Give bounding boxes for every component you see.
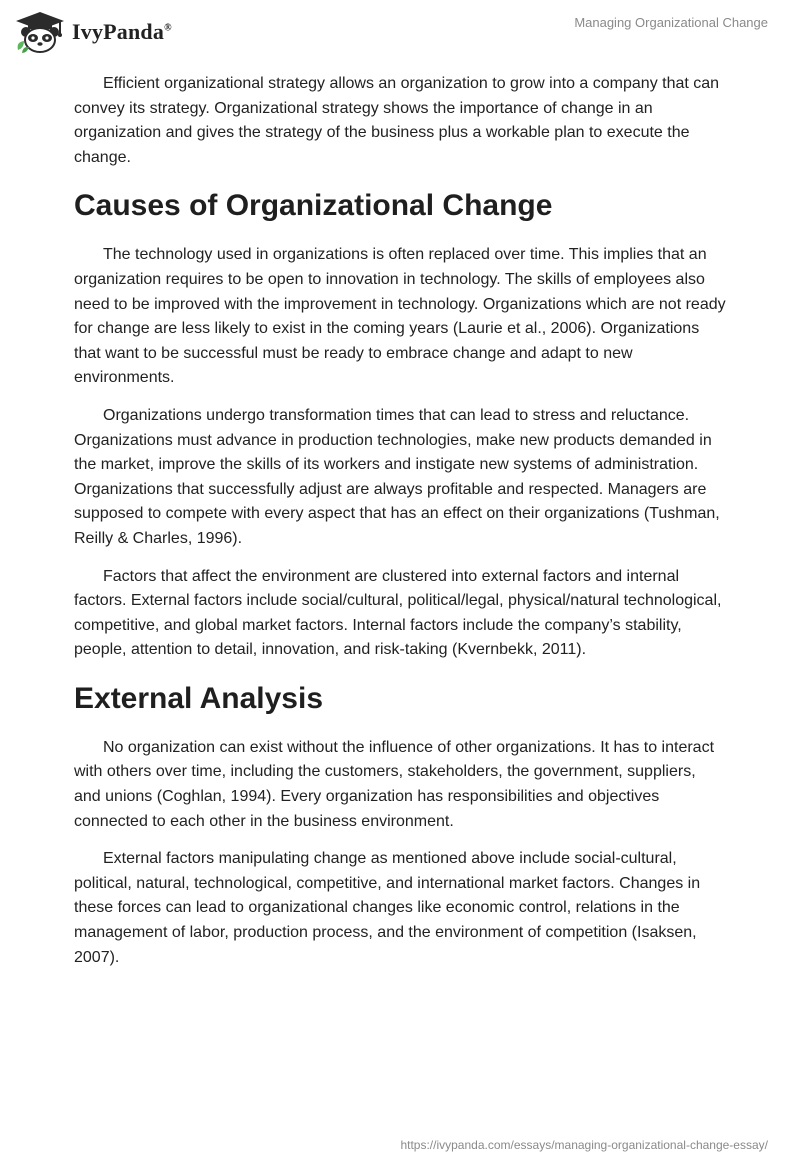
panda-graduate-icon [14, 10, 66, 54]
body-paragraph: No organization can exist without the influence of other organizations. It has to interact with others over time, including the customers, stakeholders, the government, suppliers, and unions (Coghlan, 1994). Every organization has responsibilities and objectives connected to each other in the business environment. [74, 738, 715, 830]
brand-name: IvyPanda® [72, 19, 172, 44]
essay-body [74, 72, 726, 983]
ivypanda-logo[interactable] [14, 10, 172, 54]
document-title: Managing Organizational Change [574, 15, 768, 30]
registered-mark: ® [164, 22, 172, 34]
section-heading-causes: Causes of Organizational Change [74, 189, 553, 223]
intro-paragraph: Efficient organizational strategy allows an organization to grow into a company that can convey its strategy. Organizational strategy shows the importance of change in an organization and gives the strategy of the business plus a workable plan to execute the change. [74, 75, 720, 166]
body-paragraph: External factors manipulating change as mentioned above include social-cultural, political, natural, technological, competitive, and international market factors. Changes in these forces can lead to organizational changes like economic control, relations in the management of labor, production process, and the environment of competition (Isaksen, 2007). [74, 850, 701, 966]
body-paragraph: The technology used in organizations is often replaced over time. This implies that an organization requires to be open to innovation in technology. The skills of employees also need to be improved with the improvement in technology. Organizations which are not ready for change are less likely to exist in the coming years (Laurie et al., 2006). Organizations that want to be successful must be ready to embrace change and adapt to new environments. [74, 246, 726, 387]
body-paragraph: Organizations undergo transformation times that can lead to stress and reluctance. Organizations must advance in production technologies, make new products demanded in the market, improve the skills of its workers and instigate new systems of administration. Organizations that successfully adjust are always profitable and respected. Managers are supposed to compete with every aspect that has an effect on their organizations (Tushman, Reilly & Charles, 1996). [74, 406, 720, 547]
body-paragraph: Factors that affect the environment are clustered into external factors and internal factors. External factors include social/cultural, political/legal, physical/natural technological, competitive, and global market factors. Internal factors include the company’s stability, people, attention to detail, innovation, and risk-taking (Kvernbekk, 2011). [74, 567, 722, 659]
page-header [0, 0, 800, 64]
source-url-link[interactable]: https://ivypanda.com/essays/managing-organizational-change-essay/ [400, 1138, 768, 1152]
section-heading-external-analysis: External Analysis [74, 681, 324, 715]
